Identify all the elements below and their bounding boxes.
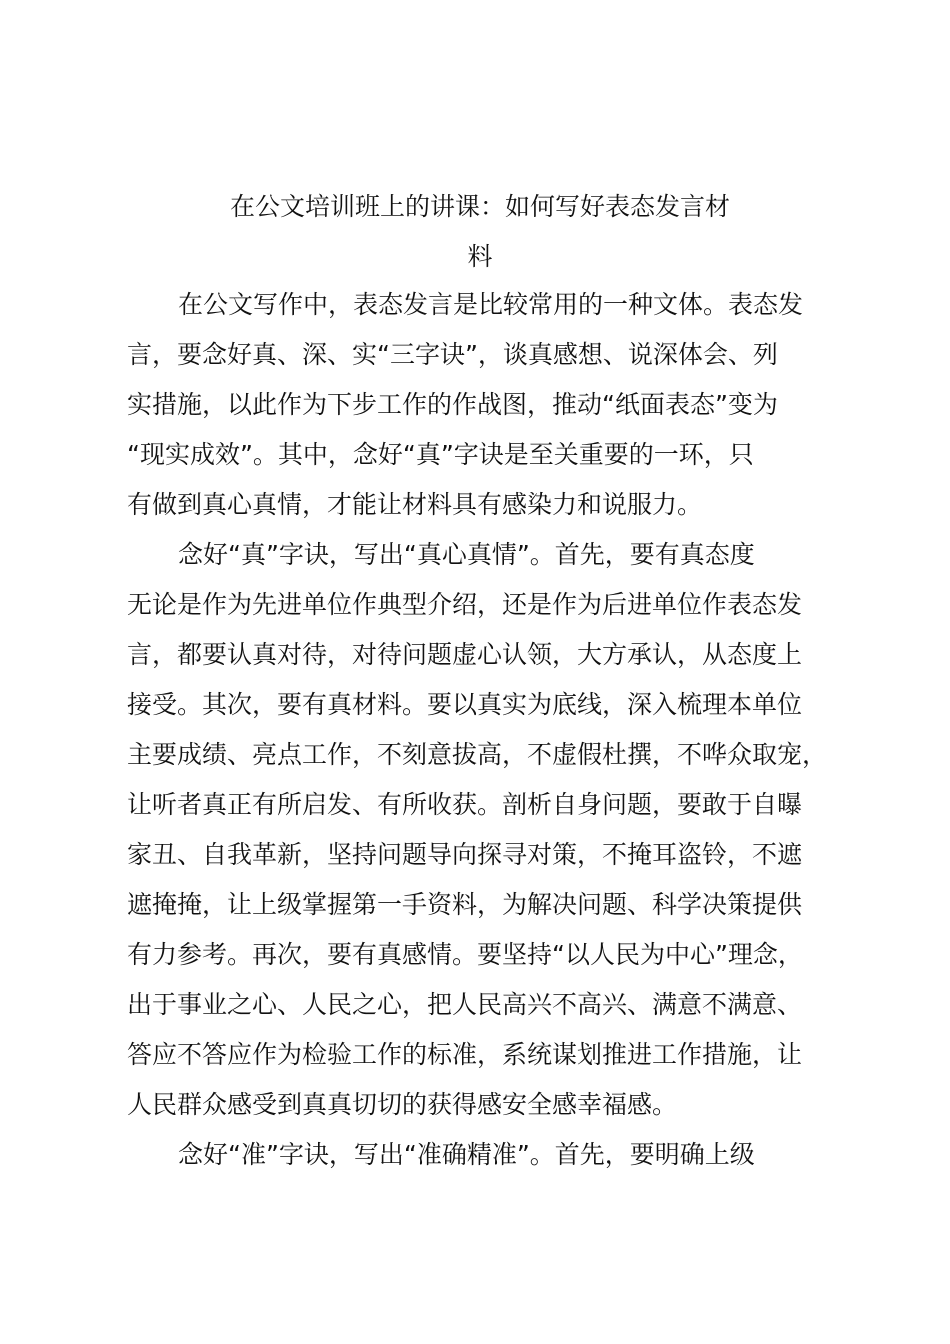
text-line: 无论是作为先进单位作典型介绍，还是作为后进单位作表态发	[127, 590, 803, 619]
text-line: 人民群众感受到真真切切的获得感安全感幸福感。	[127, 1090, 678, 1119]
text-line: 接受。其次，要有真材料。要以真实为底线，深入梳理本单位	[127, 690, 803, 719]
document-body	[127, 280, 857, 1180]
text-line: 念好“真”字诀，写出“真心真情”。首先，要有真态度	[178, 540, 755, 569]
text-line: 在公文写作中，表态发言是比较常用的一种文体。表态发	[178, 290, 804, 319]
paragraph	[127, 530, 857, 1130]
title-line: 料	[467, 242, 493, 271]
text-line: 言，要念好真、深、实“三字诀”，谈真感想、说深体会、列	[127, 340, 778, 369]
text-line: 出于事业之心、人民之心，把人民高兴不高兴、满意不满意、	[127, 990, 803, 1019]
text-line: 念好“准”字诀，写出“准确精准”。首先，要明确上级	[178, 1140, 755, 1169]
text-line: 家丑、自我革新，坚持问题导向探寻对策，不掩耳盗铃，不遮	[127, 840, 803, 869]
title-line: 在公文培训班上的讲课：如何写好表态发言材	[229, 192, 730, 221]
text-line: 实措施，以此作为下步工作的作战图，推动“纸面表态”变为	[127, 390, 778, 419]
text-line: 答应不答应作为检验工作的标准，系统谋划推进工作措施，让	[127, 1040, 803, 1069]
text-line: 有力参考。再次，要有真感情。要坚持“以人民为中心”理念，	[127, 940, 803, 969]
text-line: “现实成效”。其中，念好“真”字诀是至关重要的一环，只	[127, 440, 754, 469]
paragraph	[127, 1130, 857, 1180]
text-line: 有做到真心真情，才能让材料具有感染力和说服力。	[127, 490, 703, 519]
document-title	[120, 182, 840, 282]
text-line: 让听者真正有所启发、有所收获。剖析自身问题，要敢于自曝	[127, 790, 803, 819]
text-line: 遮掩掩，让上级掌握第一手资料，为解决问题、科学决策提供	[127, 890, 803, 919]
paragraph	[127, 280, 857, 530]
text-line: 言，都要认真对待，对待问题虚心认领，大方承认，从态度上	[127, 640, 803, 669]
text-line: 主要成绩、亮点工作，不刻意拔高，不虚假杜撰，不哗众取宠，	[127, 740, 828, 769]
